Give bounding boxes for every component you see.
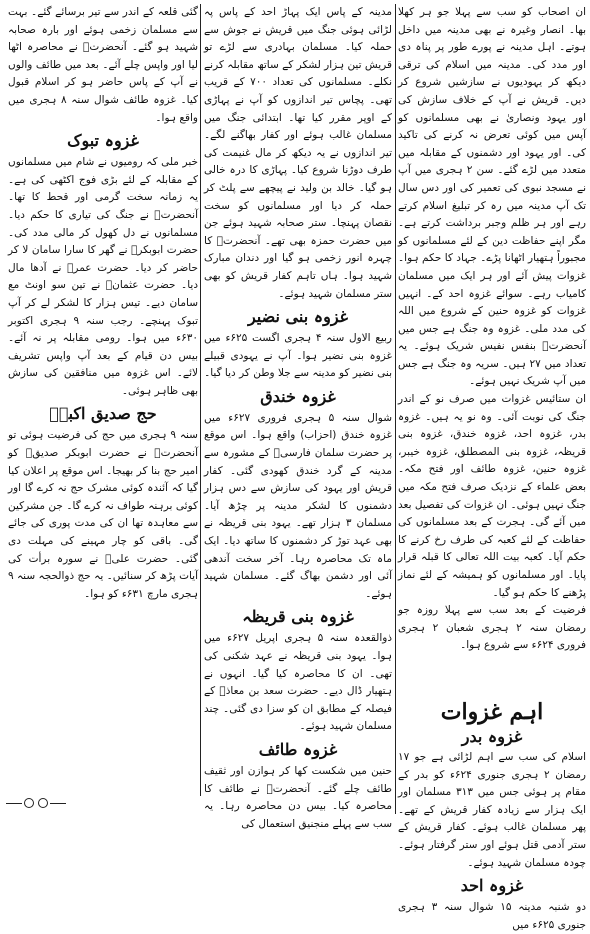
intro-paragraph: ان اصحاب کو سب سے پہلا جو ہر کھلا بھا۔ انصار وغیرہ نے بھی مدینہ میں داخل ہوتے۔ اہل مدینہ نے پورے طور پر پناہ دی اور مدد کی۔ مدینہ میں اسلام کی ترقی دیکھ کر یہودیوں نے سازشیں شروع کر دیں۔ قریش نے آپ کے خلاف سازش کی اور یہود ونصاریٰ نے بھی مسلمانوں کو آپس میں کوئی تعرض نہ کرنے کی تاکید کی۔ اور یہود اور دشمنوں کے مقابلہ میں متعدد میں لڑے گئے۔ سن ۲ ہجری میں آپ نے مسجد نبوی کی تعمیر کی اور دس سال تک آپ مدینہ میں رہ کر تبلیغ اسلام کرتے رہے اور ہر ظلم وجبر برداشت کرتے ہے۔ مگر اپنے حفاظت دین کے لئے مسلمانوں کو مجبوراً ہتھیار اٹھانا پڑے۔ جہاد کا حکم ہوا۔ غزوات پیش آئے اور ہر ایک میں مسلمان کامیاب رہے۔ سوائے غزوہ احد کے۔ انہیں غزوات کو غزوہ حنین کے شروع میں اللہ کی مدد ملی۔ غزوہ وہ جنگ ہے جس میں آنحضرتؐ بنفس نفیس شریک ہوئے۔ یہ تعداد میں ۲۷ ہیں۔ سریہ وہ جنگ ہے جس میں آپ شریک نہیں ہوئے۔ bbox=[398, 6, 586, 388]
footer-ornament-icon bbox=[6, 795, 66, 811]
heading-badr: غزوہ بدر bbox=[461, 726, 523, 746]
ornament-circle bbox=[24, 798, 34, 808]
column-right bbox=[398, 4, 587, 931]
column-left bbox=[8, 4, 198, 804]
khandaq-paragraph: شوال سنہ ۵ ہجری فروری ۶۲۷ء میں غزوہ خندق (احزاب) واقع ہوا۔ اس موقع پر حضرت سلمان فارسیؓ کے مشورہ سے مدینہ کے گرد خندق کھودی گئی۔ کفار قریش اور یہود کی سازش سے دس ہزار دشمنوں کا لشکر مدینہ پر چڑھ آیا۔ مسلمان ۳ ہزار تھے۔ یہود بنی قریظہ نے بھی عہد توڑ کر دشمنوں کا ساتھ دیا۔ ایک ماہ تک محاصرہ رہا۔ آخر سخت آندھی آئی اور دشمن بھاگ گئے۔ مسلمان شہید ہوئے۔ bbox=[204, 411, 393, 600]
section-spacer bbox=[398, 655, 586, 691]
column-divider-right bbox=[395, 4, 396, 814]
taif-paragraph: حنین میں شکست کھا کر ہوازن اور ثقیف طائف چلے گئے۔ آنحضرتؐ نے طائف کا محاصرہ کیا۔ بیس دن محاصرہ رہا۔ یہ سب سے پہلے منجنیق استعمال کی bbox=[204, 764, 392, 830]
uhud-continued-paragraph: مدینہ کے پاس ایک پہاڑ احد کے پاس پہ لڑائی ہوئی جنگ میں قریش نے جوش سے حملہ کیا۔ مسلمان بہادری سے لڑے تو قریش تین ہزار لشکر کے ساتھ مقابلہ کرنے نکلے۔ مسلمانوں کی تعداد ۷۰۰ کے قریب تھی۔ پچاس تیر اندازوں کو آپ نے پہاڑی کے اوپر مقرر کیا تھا۔ ابتدائی جنگ میں مسلمان غالب ہوئے اور کفار بھاگنے لگے۔ تیر اندازوں نے یہ دیکھ کر مال غنیمت کی طرف دوڑنا شروع کیا۔ پہاڑی کا درہ خالی ہو گیا۔ خالد بن ولید نے پیچھے سے پلٹ کر حملہ کر دیا اور مسلمانوں کو سخت نقصان پہنچا۔ ستر صحابہ شہید ہوئے جن میں حضرت حمزہ بھی تھے۔ آنحضرتؐ کا چہرہ انور زخمی ہو گیا اور دندان مبارک شہید ہوا۔ ہاں تاہم کفار قریش کو بھی ستر مسلمان شہید ہوئے۔ bbox=[204, 6, 392, 300]
tabuk-paragraph: خبر ملی کہ رومیوں نے شام میں مسلمانوں کے مقابلہ کے لئے بڑی فوج اکٹھی کی ہے۔ یہ زمانہ سخت گرمی اور قحط کا تھا۔ آنحضرتؐ نے جنگ کی تیاری کا حکم دیا۔ مسلمانوں نے دل کھول کر مالی مدد کی۔ حضرت ابوبکرؓ نے گھر کا سارا سامان لا کر حاضر کر دیا۔ حضرت عمرؓ نے آدھا مال دیا۔ حضرت عثمانؓ نے تین سو اونٹ مع سامان دیے۔ تیس ہزار کا لشکر لے کر آپ تبوک پہنچے۔ رجب سنہ ۹ ہجری اکتوبر ۶۳۰ء میں ہوا۔ رومی مقابلہ پر نہ آئے۔ بیس دن قیام کے بعد آپ واپس تشریف لائے۔ اس غزوہ میں منافقین کی سازش بھی ظاہر ہوئی۔ bbox=[8, 156, 198, 397]
heading-important-ghazwat: اہم غزوات bbox=[440, 698, 544, 725]
heading-taif: غزوہ طائف bbox=[258, 739, 338, 759]
heading-uhud: غزوہ احد bbox=[460, 876, 524, 896]
fasting-paragraph: فرضیت کے بعد سب سے پہلا روزہ جو رمضان سنہ ۲ ہجری شعبان ۲ ہجری فروری ۶۲۴ء سے شروع ہوا۔ bbox=[398, 604, 586, 652]
heading-bani-nadir: غزوہ بنی نضیر bbox=[247, 307, 349, 327]
uhud-paragraph: دو شنبہ مدینہ ۱۵ شوال سنہ ۳ ہجری جنوری ۶۲۵ء میں bbox=[398, 901, 586, 931]
heading-tabuk: غزوہ تبوک bbox=[67, 131, 139, 151]
hajj-paragraph: سنہ ۹ ہجری میں حج کی فرضیت ہوئی تو آنحضرتؐ نے حضرت ابوبکر صدیقؓ کو امیر حج بنا کر بھیجا۔ اس موقع پر اعلان کیا گیا کہ آئندہ کوئی مشرک حج نہ کرے گا اور کوئی برہنہ طواف نہ کرے گا۔ جن مشرکین سے معاہدہ تھا ان کی مدت پوری کی جائے گی۔ باقی کو چار مہینے کی مہلت دی گئی۔ حضرت علیؓ نے سورہ برأت کی آیات پڑھ کر سنائیں۔ یہ حج ذوالحجہ سنہ ۹ ہجری مارچ ۶۳۱ء کو ہوا۔ bbox=[8, 429, 198, 600]
ornament-line bbox=[50, 803, 66, 804]
taif-continued-paragraph: گئی قلعہ کے اندر سے تیر برسائے گئے۔ بہت سے مسلمان زخمی ہوئے اور بارہ صحابہ شہید ہو گئے۔ آنحضرتؐ نے محاصرہ اٹھا لیا اور واپس چلے آئے۔ بعد میں طائف والوں نے آپ کے پاس حاضر ہو کر اسلام قبول کیا۔ غزوہ طائف شوال سنہ ۸ ہجری میں واقع ہوا۔ bbox=[8, 6, 199, 124]
ornament-circle bbox=[38, 798, 48, 808]
column-divider-left bbox=[200, 4, 201, 796]
ghazwat-count-paragraph: ان ستائیس غزوات میں صرف نو کے اندر جنگ کی نوبت آئی۔ وہ نو یہ ہیں۔ غزوہ بدر، غزوہ احد، غزوہ خندق، غزوہ بنی قریظہ، غزوہ بنی المصطلق، غزوہ خیبر، غزوہ حنین، غزوہ طائف اور فتح مکہ۔ بعض علماء کے نزدیک صرف فتح مکہ میں جنگ نہیں ہوئی۔ ان غزوات کی تفصیل بعد میں آئے گی۔ ہجرت کے بعد مسلمانوں کی حفاظت کے لئے کعبہ کی طرف رخ کرنے کا حکم آیا۔ کعبہ بیت اللہ تعالی کا قبلہ قرار پایا۔ اور مسلمانوں کو ہمیشہ کے لئے نماز پڑھنے کا حکم ہو گیا۔ bbox=[398, 393, 586, 599]
heading-bani-qurayza: غزوہ بنی قریظہ bbox=[242, 607, 354, 627]
column-middle bbox=[204, 4, 393, 830]
heading-hajj-siddiq-akbar: حج صدیق اکبرؓ bbox=[49, 404, 157, 424]
ornament-line bbox=[6, 803, 22, 804]
bani-qurayza-paragraph: ذوالقعدہ سنہ ۵ ہجری اپریل ۶۲۷ء میں ہوا۔ یہود بنی قریظہ نے عہد شکنی کی تھی۔ ان کا محاصرہ کیا گیا۔ انہوں نے ہتھیار ڈال دیے۔ حضرت سعد بن معاذؓ کے فیصلہ کے مطابق ان کو سزا دی گئی۔ چند مسلمان شہید ہوئے۔ bbox=[204, 632, 393, 733]
badr-paragraph: اسلام کی سب سے اہم لڑائی ہے جو ۱۷ رمضان ۲ ہجری جنوری ۶۲۴ء کو بدر کے مقام پر ہوئی جس میں ۳۱۳ مسلمان اور ایک ہزار سے زیادہ کفار قریش کے تھے۔ پھر مسلمان غالب ہوئے۔ کفار قریش کے ستر آدمی قتل ہوئے اور ستر گرفتار ہوئے۔ چودہ مسلمان شہید ہوئے۔ bbox=[398, 750, 587, 869]
heading-khandaq: غزوہ خندق bbox=[260, 386, 336, 406]
bani-nadir-paragraph: ربیع الاول سنہ ۴ ہجری اگست ۶۲۵ء میں غزوہ بنی نضیر ہوا۔ آپ نے یہودی قبیلے بنی نضیر کو مدینہ سے جلا وطن کر دیا گیا۔ bbox=[204, 332, 392, 380]
